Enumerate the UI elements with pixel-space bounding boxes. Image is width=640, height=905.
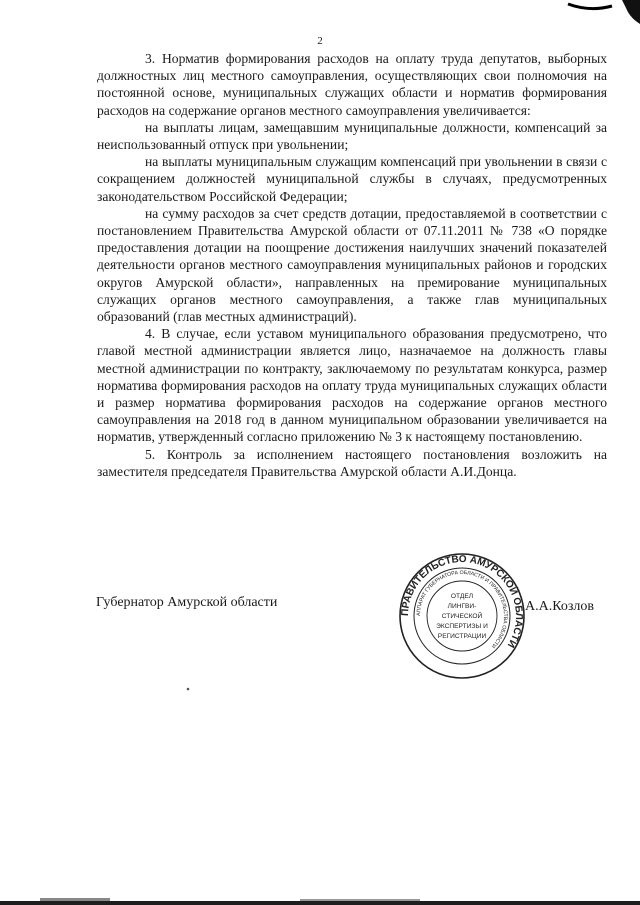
paragraph-5: 5. Контроль за исполнением настоящего постановления возложить на заместителя председателя Правительства Амурской области А.И.Донца. — [97, 446, 607, 479]
stamp-inner-ring-text: АППАРАТ ГУБЕРНАТОРА ОБЛАСТИ И ПРАВИТЕЛЬСТВА ОБЛАСТИ — [415, 569, 509, 649]
stamp-center-line-5: РЕГИСТРАЦИИ — [437, 633, 487, 640]
stamp-outer-ring-text: ПРАВИТЕЛЬСТВО АМУРСКОЙ ОБЛАСТИ — [399, 553, 525, 650]
signatory-name: А.А.Козлов — [525, 599, 594, 614]
paragraph-3-item-2: на выплаты муниципальным служащим компенсаций при увольнении в связи с сокращением должностей муниципальной службы в случаях, предусмотренных законодательством Российской Федерации; — [97, 154, 607, 204]
official-stamp — [398, 552, 526, 680]
page-number: 2 — [317, 35, 323, 47]
stamp-center-line-4: ЭКСПЕРТИЗЫ И — [436, 623, 488, 630]
scan-speck — [185, 686, 191, 692]
stamp-center-line-3: СТИЧЕСКОЙ — [441, 613, 483, 620]
paragraph-3-item-3: на сумму расходов за счет средств дотации, предоставляемой в соответствии с постановлением Правительства Амурской области от 07.11.2011 № 738 «О порядке предоставления дотации на поощрение достижения наилучших значений показателей деятельности органов местного самоуправления муниципальных районов и городских округов Амурской области», направленных на премирование муниципальных служащих органов местного самоуправления, а также глав муниципальных образований (глав местных администраций). — [97, 205, 607, 325]
paragraph-3-item-1: на выплаты лицам, замещавшим муниципальные должности, компенсаций за неиспользованный отпуск при увольнении; — [97, 119, 607, 153]
document-body — [97, 50, 607, 480]
stamp-center-line-2: ЛИНГВИ- — [447, 603, 477, 610]
scan-edge-bottom — [0, 888, 640, 905]
signatory-position: Губернатор Амурской области — [96, 595, 278, 610]
scan-artifact-top-right — [560, 0, 640, 24]
paragraph-3: 3. Норматив формирования расходов на оплату труда депутатов, выборных должностных лиц местного самоуправления, осуществляющих свои полномочия на постоянной основе, муниципальных служащих области и норматив формирования расходов на содержание органов местного самоуправления увеличивается: — [97, 51, 607, 118]
stamp-center-line-1: ОТДЕЛ — [450, 593, 474, 600]
paragraph-4: 4. В случае, если уставом муниципального образования предусмотрено, что главой местной администрации является лицо, назначаемое на должность главы местной администрации по контракту, заключаемому по результатам конкурса, размер норматива формирования расходов на оплату труда муниципальных служащих области и размер норматива формирования расходов на содержание органов местного самоуправления на 2018 год в данном муниципальном образовании увеличивается на норматив, утвержденный согласно приложению № 3 к настоящему постановлению. — [97, 326, 607, 445]
